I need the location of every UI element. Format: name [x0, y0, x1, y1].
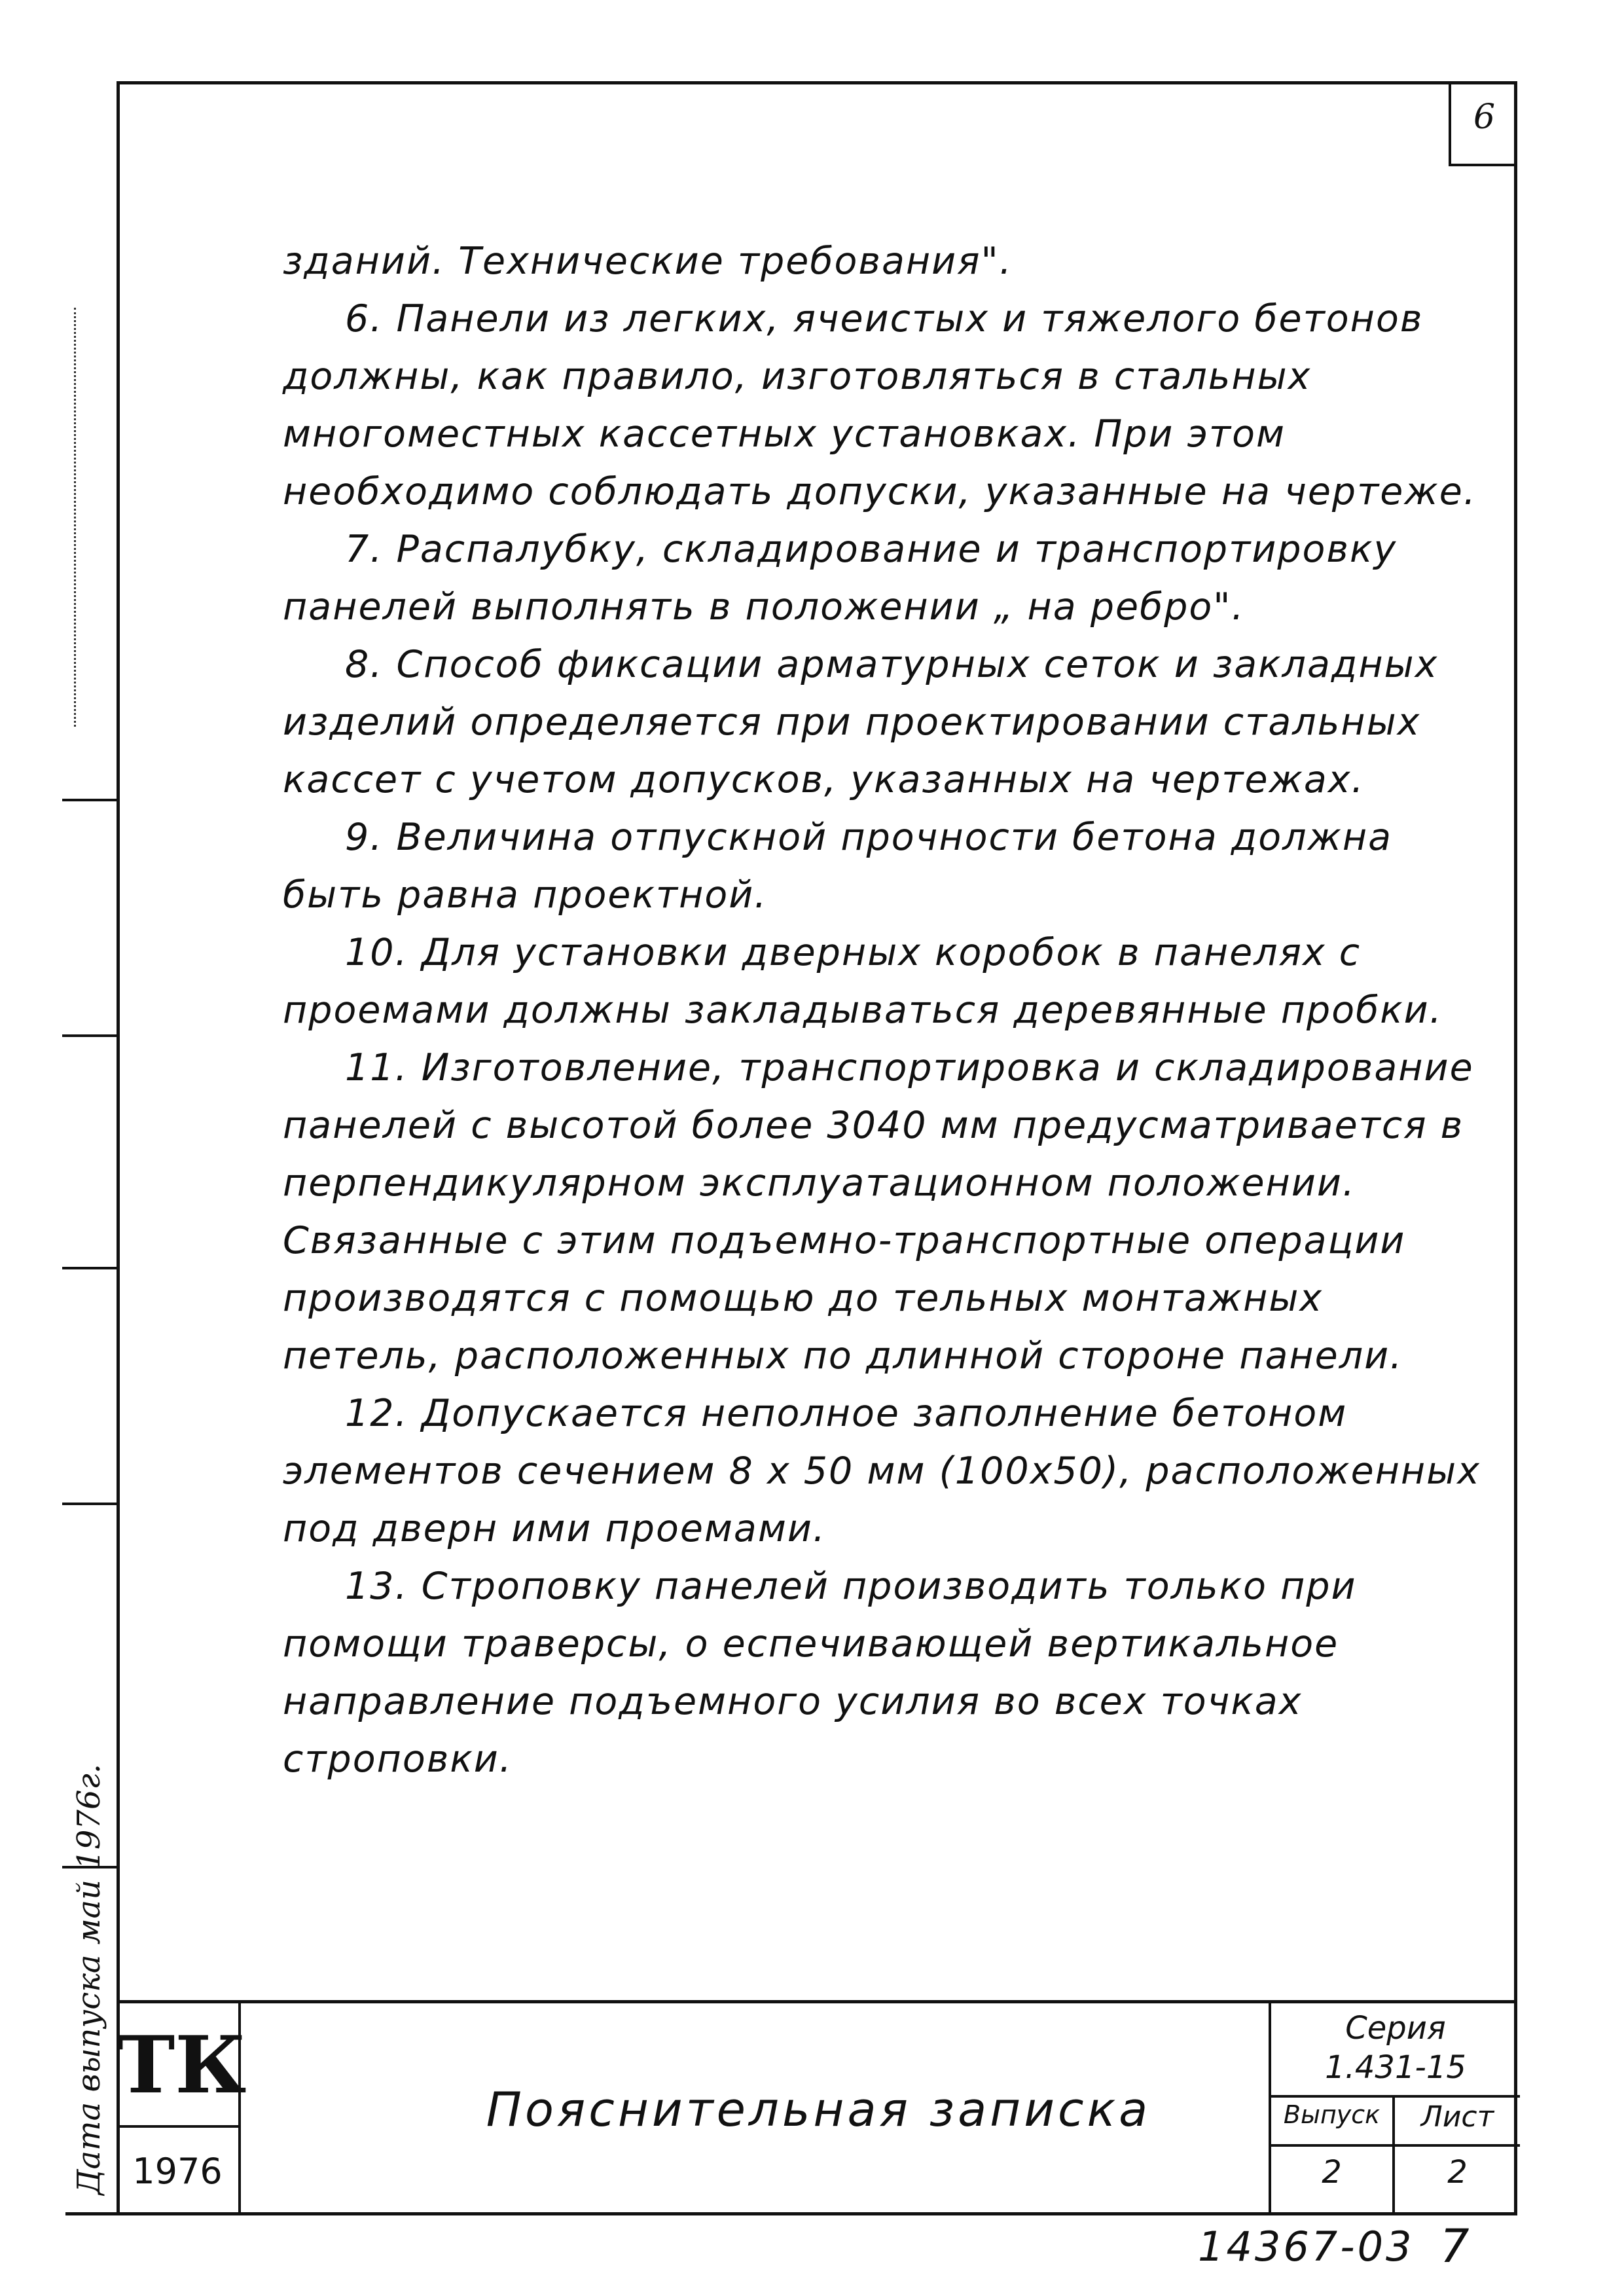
series-divider	[1271, 2095, 1520, 2098]
bottom-rule	[65, 2212, 1517, 2215]
strip-divider	[62, 799, 117, 801]
strip-divider	[62, 1267, 117, 1269]
sheet-label: Лист	[1420, 2100, 1494, 2134]
paragraph: 8. Способ фиксации арматурных сеток и закладных изделий определяется при проектировании стальных кассет с учетом допусков, указанных на чертежах.	[283, 643, 1439, 801]
document-sheet-number: 7	[1440, 2219, 1470, 2273]
page-number: 6	[1473, 98, 1496, 137]
title-block	[117, 2000, 1517, 2212]
paragraph: зданий. Технические требования".	[283, 240, 1013, 283]
issue-value: 2	[1322, 2154, 1342, 2191]
strip-divider	[62, 1503, 117, 1505]
sheet-value: 2	[1447, 2154, 1468, 2191]
paragraph: 13. Строповку панелей производить только при помощи траверсы, о еспечивающей вертикальное направление подъемного усилия во всех точках строповки.	[283, 1565, 1357, 1781]
release-date-field	[62, 1764, 117, 2196]
document-number: 14367-03	[1198, 2223, 1415, 2270]
paragraph: 6. Панели из легких, ячеистых и тяжелого бетонов должны, как правило, изготовляться в стальных многоместных кассетных установках. При этом необходимо соблюдать допуски, указанные на чертеже.	[283, 297, 1477, 513]
strip-dotted-line	[74, 308, 102, 727]
paragraph: 7. Распалубку, складирование и транспортировку панелей выполнять в положении „ на ребро".	[283, 528, 1398, 629]
paragraph: 11. Изготовление, транспортировка и складирование панелей с высотой более 3040 мм предусматривается в перпендикулярном эксплуатационном положении. Связанные с этим подъемно-транспортные операции производятся с помощью до тельных монтажных петель, расположенных по длинной стороне панели.	[283, 1046, 1474, 1377]
strip-divider	[62, 1034, 117, 1037]
paragraph: 10. Для установки дверных коробок в панелях с проемами должны закладываться деревянные пробки.	[283, 931, 1443, 1032]
series-value: 1.431-15	[1325, 2049, 1466, 2086]
series-label: Серия	[1345, 2010, 1446, 2047]
paragraph: 12. Допускается неполное заполнение бетоном элементов сечением 8 х 50 мм (100х50), расположенных под дверн ими проемами.	[283, 1392, 1481, 1550]
series-divider	[1271, 2144, 1520, 2147]
document-title: Пояснительная записка	[486, 2082, 1151, 2137]
release-date-text: Дата выпуска май 1976г.	[71, 1764, 107, 2195]
explanatory-note-body	[283, 232, 1487, 1788]
series-box	[1269, 2003, 1517, 2215]
page-number-box	[1449, 81, 1517, 166]
paragraph: 9. Величина отпускной прочности бетона должна быть равна проектной.	[283, 816, 1393, 917]
left-binding-strip	[62, 282, 117, 2196]
tk-logo: ТК	[117, 2003, 241, 2128]
year-cell: 1976	[117, 2128, 241, 2215]
issue-label: Выпуск	[1283, 2100, 1380, 2129]
